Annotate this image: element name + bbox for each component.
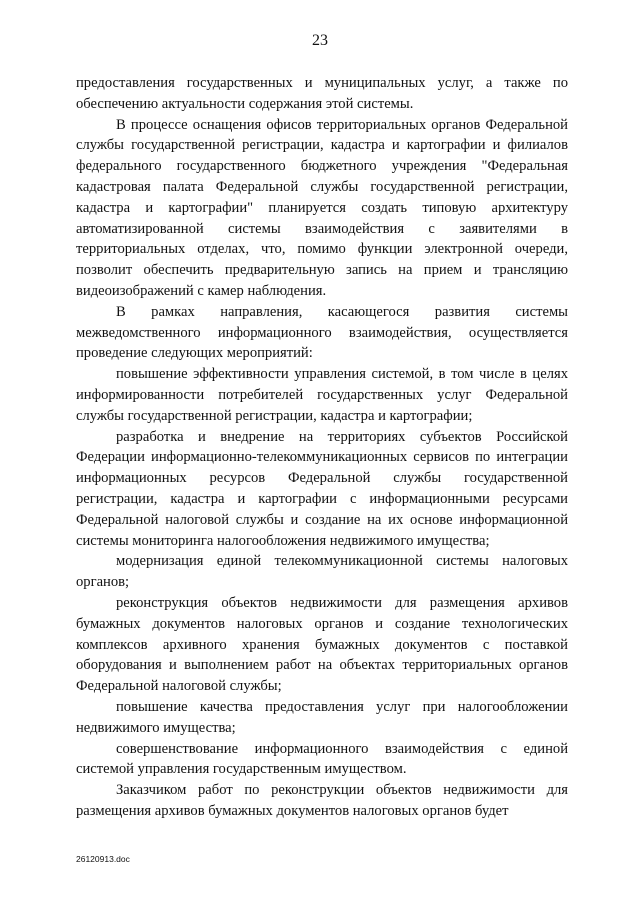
paragraph: В процессе оснащения офисов территориальных органов Федеральной службы государственной регистрации, кадастра и картографии и филиалов федерального государственного бюджетного учреждения "Федеральная кадастровая палата Федеральной службы государственной регистрации, кадастра и картографии" планируется создать типовую архитектуру автоматизированной системы взаимодействия с заявителями в территориальных отделах, что, помимо функции электронной очереди, позволит обеспечить предварительную запись на прием и трансляцию видеоизображений с камер наблюдения.	[76, 116, 568, 299]
paragraph: В рамках направления, касающегося развития системы межведомственного информационного взаимодействия, осуществляется проведение следующих мероприятий:	[76, 303, 568, 362]
list-item: повышение качества предоставления услуг при налогообложении недвижимого имущества;	[76, 698, 568, 736]
list-item: повышение эффективности управления системой, в том числе в целях информированности потребителей государственных услуг Федеральной службы государственной регистрации, кадастра и картографии;	[76, 366, 568, 424]
list-item: модернизация единой телекоммуникационной системы налоговых органов;	[76, 553, 568, 591]
paragraph: Заказчиком работ по реконструкции объектов недвижимости для размещения архивов бумажных документов налоговых органов будет	[76, 782, 568, 819]
footer-filename: 26120913.doc	[76, 854, 130, 864]
list-item: совершенствование информационного взаимодействия с единой системой управления государственным имуществом.	[76, 740, 568, 778]
list-item: разработка и внедрение на территориях субъектов Российской Федерации информационно-телекоммуникационных сервисов по интеграции информационных ресурсов Федеральной службы государственной регистрации, кадастра и картографии с информационными ресурсами Федеральной налоговой службы и создание на их основе информационной системы мониторинга налогообложения недвижимого имущества;	[76, 428, 568, 549]
paragraph-continuation: предоставления государственных и муниципальных услуг, а также по обеспечению актуальности содержания этой системы.	[76, 75, 568, 112]
page-number: 23	[312, 32, 328, 49]
list-item: реконструкция объектов недвижимости для размещения архивов бумажных документов налоговых органов и создание технологических комплексов архивного хранения бумажных документов с поставкой оборудования и выполнением работ на объектах территориальных органов Федеральной налоговой службы;	[76, 594, 568, 695]
document-body	[76, 73, 568, 822]
